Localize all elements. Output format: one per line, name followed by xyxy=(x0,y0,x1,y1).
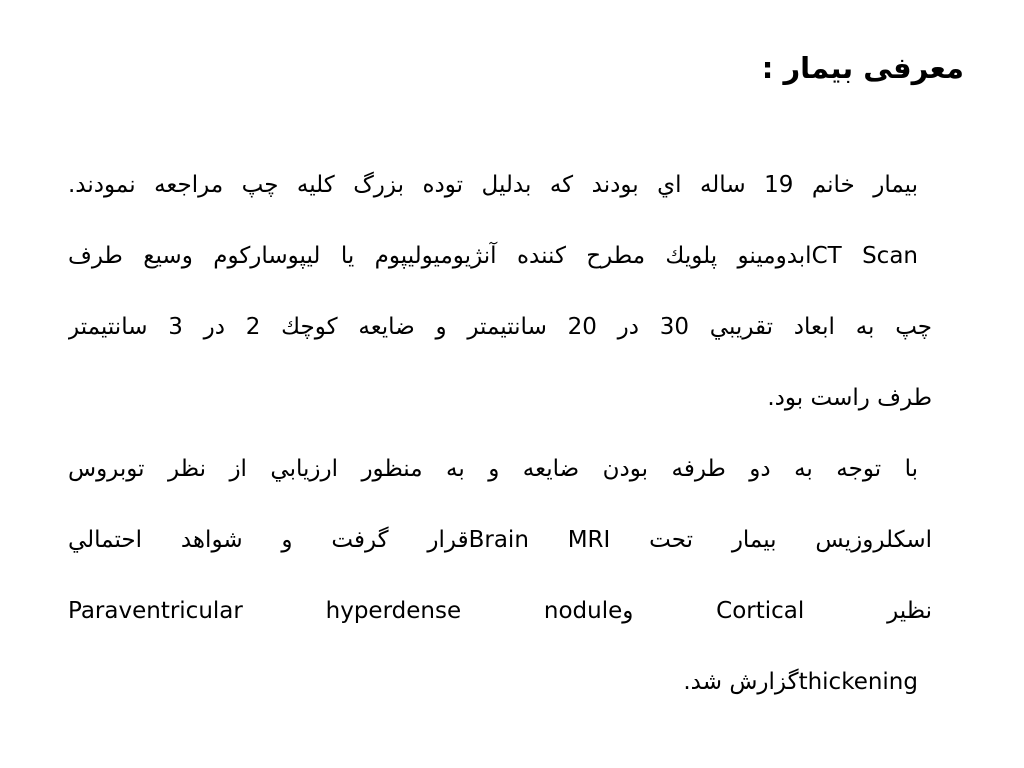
line-text: با توجه به دو طرفه بودن ضايعه و به منظور ارزيابي از نظر توبروس xyxy=(68,456,918,482)
line-text: thickeningگزارش شد. xyxy=(683,669,918,695)
line-text: بیمار خانم 19 ساله اي بودند که بدليل توده بزرگ کليه چپ مراجعه نمودند. xyxy=(68,172,919,198)
paragraph-line: طرف راست بود. xyxy=(767,385,932,411)
paragraph-line: اسکلروزيس بيمار تحت Brain MRIقرار گرفت و شواهد احتمالي xyxy=(68,527,932,553)
slide-body xyxy=(68,150,932,718)
paragraph-line xyxy=(68,221,932,292)
paragraph-mri-findings xyxy=(68,434,932,718)
line-text: CT Scanابدومینو پلويك مطرح كننده آنژيوميوليپوم يا ليپوسارکوم وسيع طرف xyxy=(68,243,919,269)
slide-title: معرفی بیمار : xyxy=(761,51,964,85)
paragraph-line xyxy=(68,434,932,505)
paragraph-line: نظير Cortical وParaventricular hyperdense nodule xyxy=(68,598,932,624)
paragraph-line xyxy=(68,647,932,718)
paragraph-patient-history xyxy=(68,150,932,434)
paragraph-line: چپ به ابعاد تقريبي 30 در 20 سانتيمتر و ضايعه کوچك 2 در 3 سانتيمتر xyxy=(68,314,932,340)
paragraph-line xyxy=(68,150,932,221)
